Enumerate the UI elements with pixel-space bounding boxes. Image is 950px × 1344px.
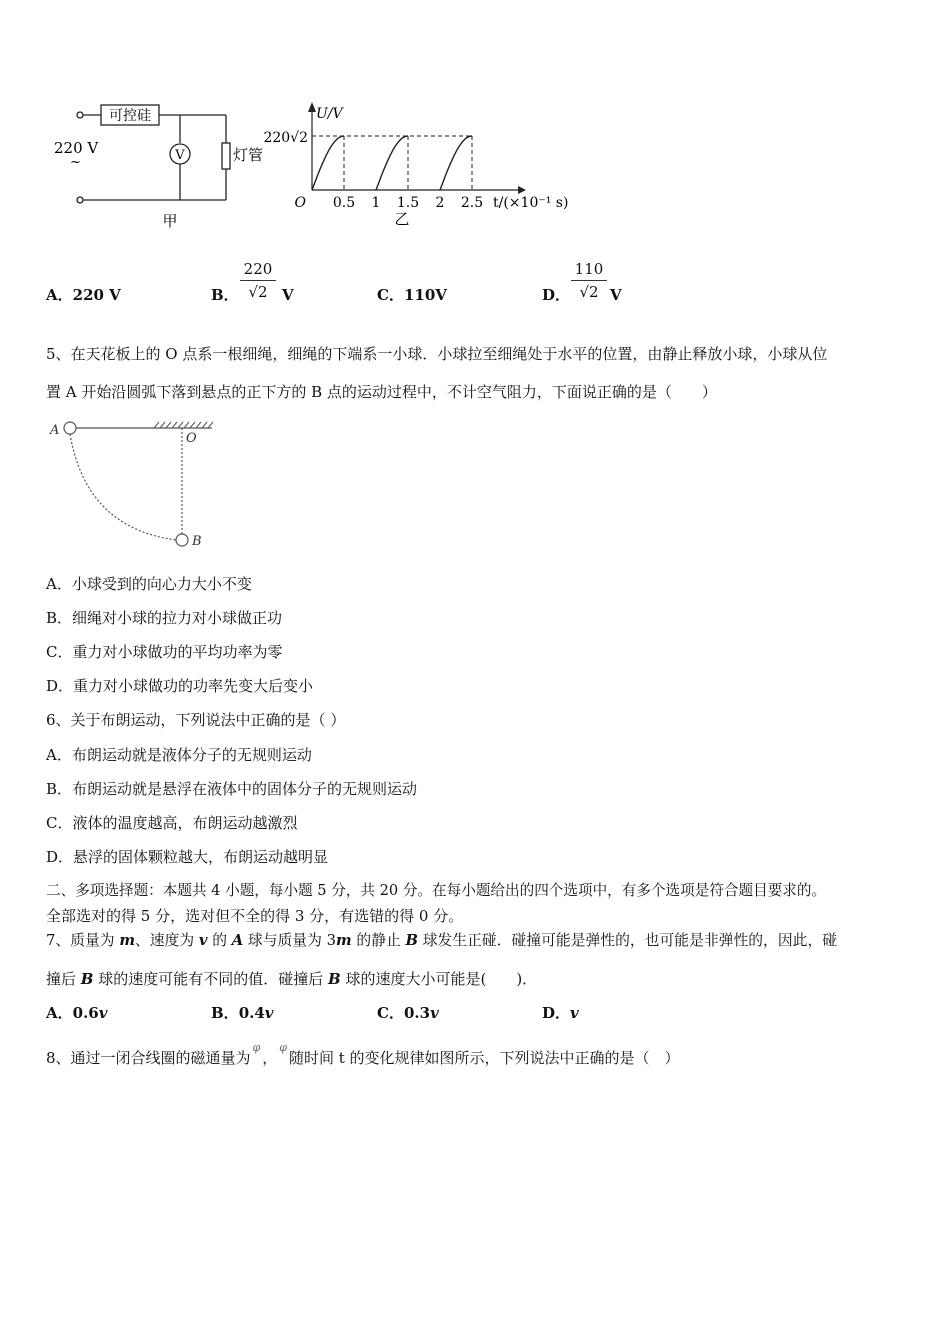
var-m: m	[119, 932, 135, 949]
q6-option-c[interactable]: C．液体的温度越高，布朗运动越激烈	[46, 814, 298, 832]
q4-option-b[interactable]	[211, 285, 239, 305]
q5-stem-line1: 5、在天花板上的 O 点系一根细绳，细绳的下端系一小球．小球拉至细绳处于水平的位置，由静止释放小球，小球从位	[46, 345, 828, 363]
text: 8、通过一闭合线圈的磁通量为	[46, 1049, 251, 1067]
q6-option-b[interactable]: B．布朗运动就是悬浮在液体中的固体分子的无规则运动	[46, 780, 418, 798]
q4-option-a[interactable]	[46, 285, 121, 305]
phi-symbol: φ	[252, 1041, 261, 1054]
x-tick-label: 1	[371, 195, 381, 211]
text: 撞后	[46, 970, 81, 988]
text: 球的速度大小可能是( )．	[340, 970, 538, 988]
var-v: v	[198, 932, 208, 949]
option-label: B．	[211, 286, 239, 304]
text: 随时间 t 的变化规律如图所示，下列说法中正确的是（ ）	[288, 1049, 680, 1067]
q5-option-c[interactable]: C．重力对小球做功的平均功率为零	[46, 643, 283, 661]
chart-caption: 乙	[394, 210, 410, 228]
text: 7、质量为	[46, 932, 120, 949]
text: 、速度为	[134, 932, 199, 949]
fraction-denominator: √2	[579, 283, 599, 301]
q4-option-c[interactable]	[377, 285, 447, 305]
text: ，	[262, 1049, 278, 1067]
q7-option-c[interactable]	[377, 1003, 439, 1023]
q5-option-d[interactable]: D．重力对小球做功的功率先变大后变小	[46, 677, 314, 695]
option-text: 110V	[403, 286, 447, 304]
ac-symbol: ~	[70, 155, 81, 170]
q4-option-d-fraction	[571, 260, 607, 301]
var-a: A	[231, 932, 244, 949]
point-o-label: O	[186, 431, 197, 446]
voltmeter-label: V	[175, 148, 185, 163]
text: 球与质量为 3	[243, 932, 337, 949]
q7-option-d[interactable]	[542, 1003, 579, 1023]
scr-label: 可控硅	[109, 108, 151, 124]
point-a-label: A	[50, 423, 60, 438]
q4-option-d[interactable]	[542, 285, 570, 305]
q4-option-b-unit: V	[282, 286, 294, 304]
q4-option-d-unit: V	[610, 286, 622, 304]
option-var: v	[430, 1004, 439, 1022]
option-var: v	[570, 1004, 579, 1022]
var-b: B	[80, 970, 94, 988]
q7-stem-line1	[46, 931, 837, 951]
option-label: A．	[46, 286, 73, 304]
q7-option-a[interactable]	[46, 1003, 107, 1023]
option-label: C．	[377, 1004, 404, 1022]
phi-symbol: φ	[279, 1041, 287, 1054]
origin-label: O	[294, 195, 306, 211]
point-b-label: B	[192, 534, 202, 549]
voltage-curve-segment-1	[312, 136, 344, 190]
option-label: C．	[377, 286, 404, 304]
x-tick-label: 2	[435, 195, 445, 211]
lamp-label: 灯管	[233, 146, 264, 164]
q8-stem	[46, 1041, 680, 1070]
x-tick-label: 2.5	[460, 195, 484, 211]
option-label: D．	[542, 1004, 571, 1022]
circuit-caption: 甲	[162, 212, 178, 230]
voltage-curve-segment-2	[376, 136, 408, 190]
q7-stem-line2	[46, 969, 537, 989]
text: 球的速度可能有不同的值．碰撞后	[93, 970, 329, 988]
section2-heading-line2: 全部选对的得 5 分，选对但不全的得 3 分，有选错的得 0 分。	[46, 907, 464, 925]
q5-option-b[interactable]: B．细绳对小球的拉力对小球做正功	[46, 609, 283, 627]
option-var: v	[264, 1004, 274, 1022]
y-axis-label: U/V	[316, 106, 343, 122]
q6-stem: 6、关于布朗运动，下列说法中正确的是（ ）	[46, 711, 346, 729]
voltage-curve-segment-3	[440, 136, 472, 190]
x-tick-label: 1.5	[396, 195, 420, 211]
option-label: B．	[211, 1004, 239, 1022]
q4-option-b-fraction	[240, 260, 276, 301]
option-var: v	[98, 1004, 108, 1022]
voltage-time-chart	[250, 96, 580, 236]
q6-option-a[interactable]: A．布朗运动就是液体分子的无规则运动	[46, 746, 312, 764]
fraction-numerator: 220	[240, 260, 276, 281]
var-m: m	[336, 932, 352, 949]
q6-option-d[interactable]: D．悬浮的固体颗粒越大，布朗运动越明显	[46, 848, 329, 866]
option-text: 220 V	[72, 286, 121, 304]
text: 的	[207, 932, 232, 949]
option-value: 0.3	[403, 1004, 431, 1022]
text: 球发生正碰．碰撞可能是弹性的，也可能是非弹性的，因此，碰	[418, 932, 838, 949]
text: 的静止	[351, 932, 406, 949]
q7-option-b[interactable]	[211, 1003, 274, 1023]
x-axis-label: t/(×10⁻¹ s)	[493, 195, 569, 211]
section2-heading-line1: 二、多项选择题：本题共 4 小题，每小题 5 分，共 20 分。在每小题给出的四个选项中，有多个选项是符合题目要求的。	[46, 882, 827, 899]
source-voltage-label: 220 V	[54, 139, 99, 157]
pendulum-figure	[46, 418, 226, 556]
option-label: D．	[542, 286, 571, 304]
fraction-denominator: √2	[248, 283, 268, 301]
option-value: 0.6	[72, 1004, 99, 1022]
option-label: A．	[46, 1004, 73, 1022]
y-tick-label: 220√2	[263, 130, 308, 146]
fraction-numerator: 110	[571, 260, 607, 281]
var-b: B	[405, 932, 419, 949]
x-tick-label: 0.5	[332, 195, 356, 211]
q5-stem-line2: 置 A 开始沿圆弧下落到悬点的正下方的 B 点的运动过程中，不计空气阻力，下面说正确的是（ ）	[46, 383, 717, 401]
option-value: 0.4	[238, 1004, 265, 1022]
var-b: B	[328, 970, 341, 988]
q5-option-a[interactable]: A．小球受到的向心力大小不变	[46, 575, 252, 593]
